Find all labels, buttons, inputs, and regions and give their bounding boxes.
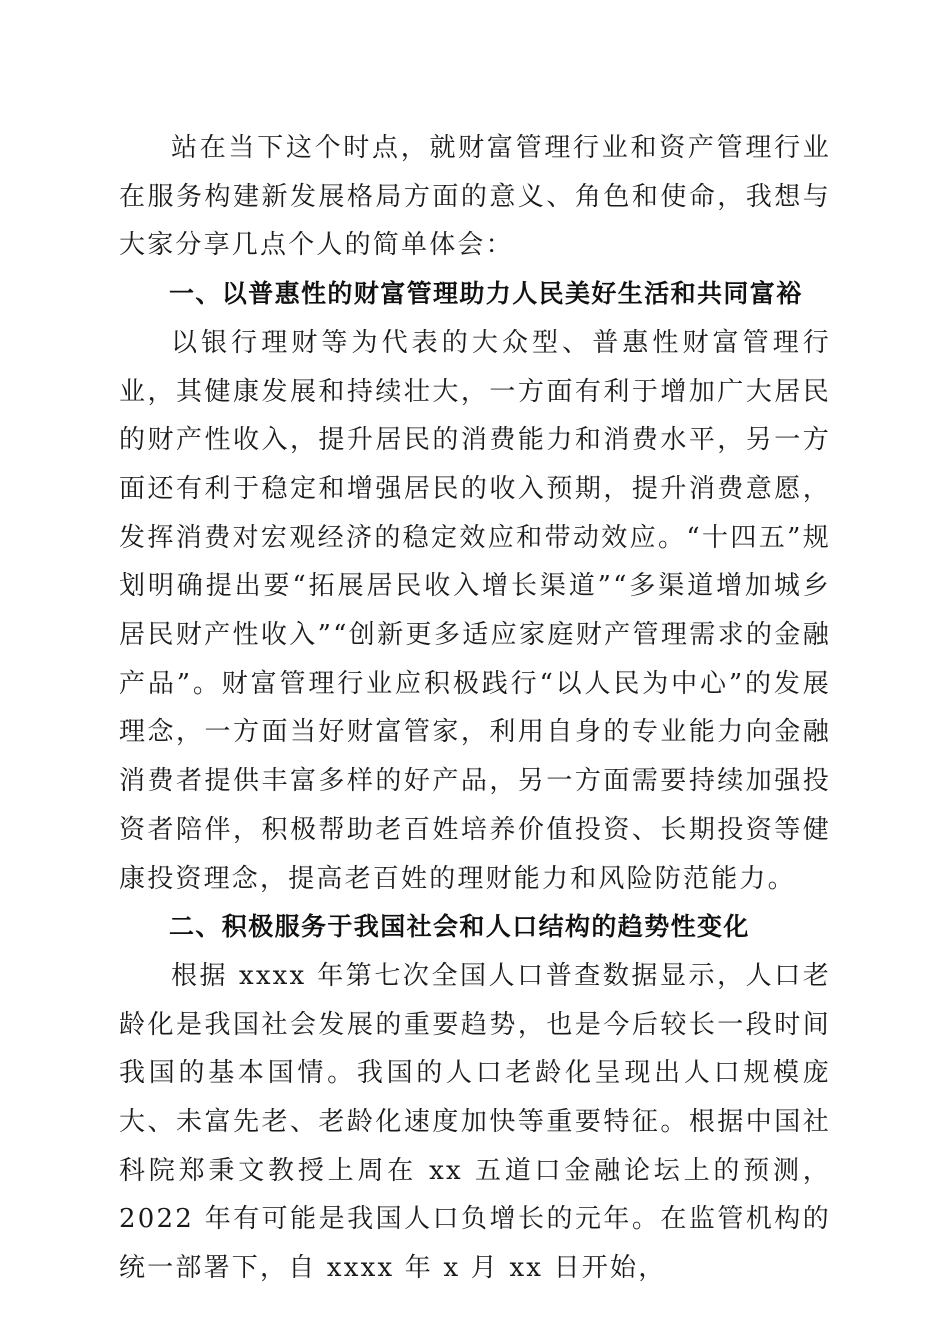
document-body [119, 124, 831, 1293]
intro-paragraph: 站在当下这个时点，就财富管理行业和资产管理行业在服务构建新发展格局方面的意义、角色和使命，我想与大家分享几点个人的简单体会： [119, 133, 831, 261]
section-1-paragraph: 以银行理财等为代表的大众型、普惠性财富管理行业，其健康发展和持续壮大，一方面有利于增加广大居民的财产性收入，提升居民的消费能力和消费水平，另一方面还有利于稳定和增强居民的收入预期，提升消费意愿，发挥消费对宏观经济的稳定效应和带动效应。“十四五”规划明确提出要“拓展居民收入增长渠道”“多渠道增加城乡居民财产性收入”“创新更多适应家庭财产管理需求的金融产品”。财富管理行业应积极践行“以人民为中心”的发展理念，一方面当好财富管家，利用自身的专业能力向金融消费者提供丰富多样的好产品，另一方面需要持续加强投资者陪伴，积极帮助老百姓培养价值投资、长期投资等健康投资理念，提高老百姓的理财能力和风险防范能力。 [119, 327, 831, 894]
section-2-paragraph: 根据 xxxx 年第七次全国人口普查数据显示，人口老龄化是我国社会发展的重要趋势，也是今后较长一段时间我国的基本国情。我国的人口老龄化呈现出人口规模庞大、未富先老、老龄化速度加快等重要特征。根据中国社科院郑秉文教授上周在 xx 五道口金融论坛上的预测，2022 年有可能是我国人口负增长的元年。在监管机构的统一部署下，自 xxxx 年 x 月 xx 日开始， [119, 960, 831, 1284]
section-1-heading: 一、以普惠性的财富管理助力人民美好生活和共同富裕 [169, 279, 803, 309]
section-2-heading: 二、积极服务于我国社会和人口结构的趋势性变化 [169, 912, 750, 942]
